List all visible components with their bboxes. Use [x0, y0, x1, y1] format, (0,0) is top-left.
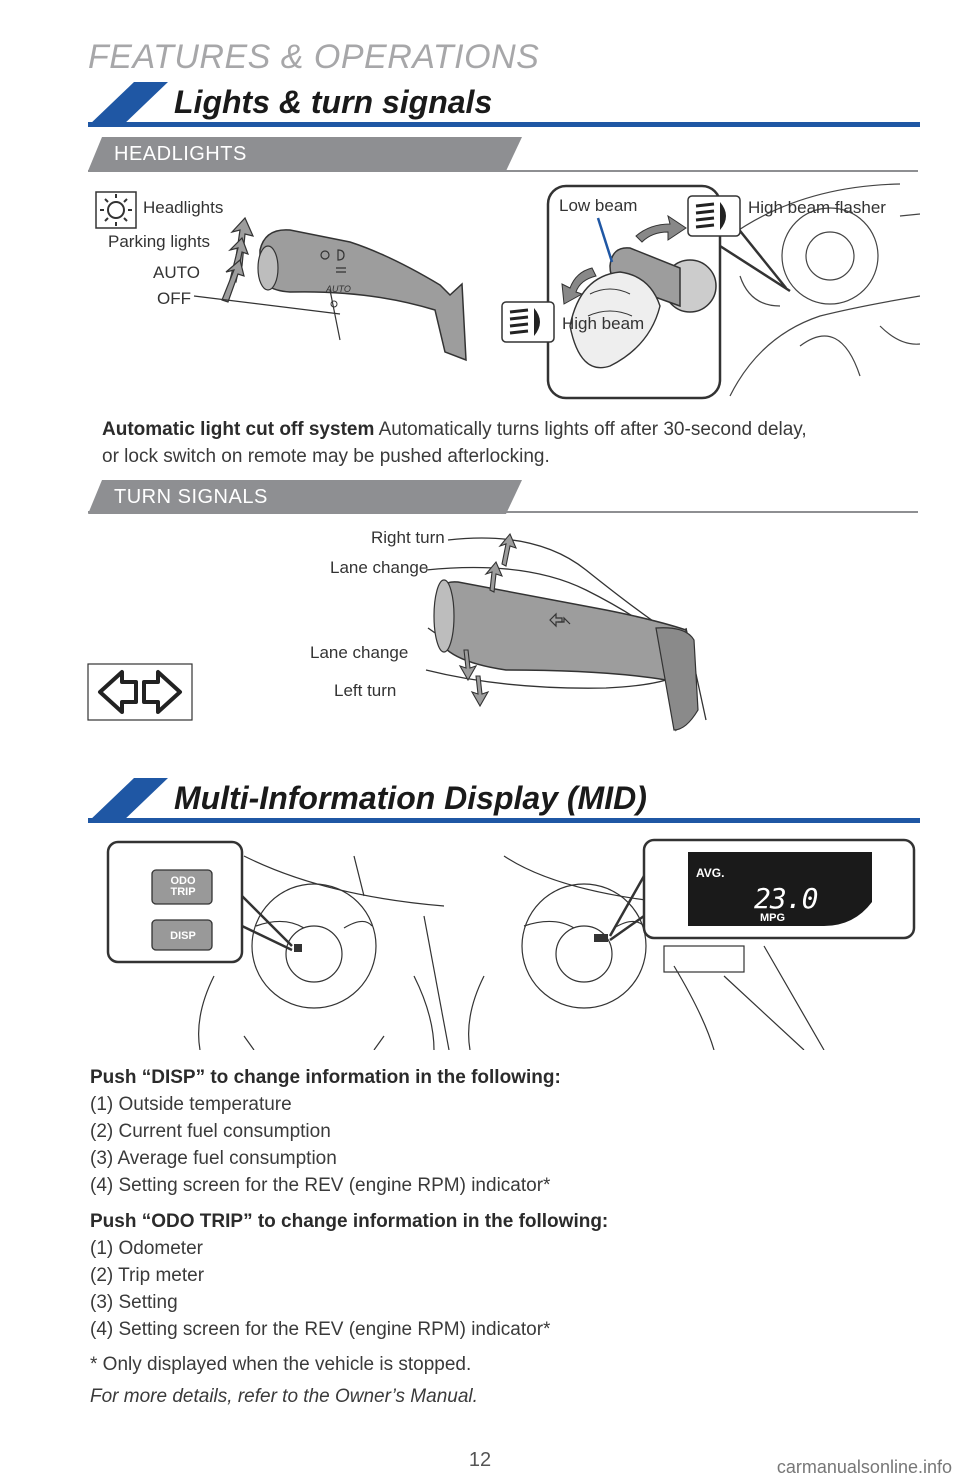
- disp-list: [90, 1064, 910, 1199]
- disp-button[interactable]: DISP: [170, 930, 196, 942]
- page-number: 12: [468, 1449, 492, 1471]
- list-item: (2) Trip meter: [90, 1265, 205, 1286]
- headlights-subbar: [88, 137, 918, 173]
- label-right-turn: Right turn: [371, 528, 445, 547]
- list-item: (4) Setting screen for the REV (engine RPM) indicator*: [90, 1175, 551, 1196]
- odo-label: ODO: [170, 875, 196, 887]
- auto-cutoff-note: [102, 416, 922, 470]
- turn-signals-subtitle: TURN SIGNALS: [114, 486, 268, 508]
- list-item: (1) Odometer: [90, 1238, 203, 1259]
- label-high-beam-flasher: High beam flasher: [748, 198, 886, 217]
- trip-label: TRIP: [170, 886, 196, 898]
- display-avg-label: AVG.: [696, 866, 725, 880]
- headlights-subtitle: HEADLIGHTS: [114, 143, 247, 165]
- turn-signals-subbar: [88, 480, 918, 516]
- lights-title-bar: [88, 82, 920, 128]
- auto-cutoff-text: Automatically turns lights off after 30-second delay,: [374, 419, 807, 440]
- turn-signal-illustration: [86, 520, 726, 740]
- odo-trip-button[interactable]: [154, 876, 212, 898]
- mid-title-bar: [88, 778, 920, 824]
- list-item: (1) Outside temperature: [90, 1094, 292, 1115]
- owners-manual-note: For more details, refer to the Owner’s Manual.: [90, 1386, 478, 1407]
- mid-title: Multi-Information Display (MID): [174, 780, 647, 816]
- label-high-beam: High beam: [562, 314, 645, 333]
- label-headlights: Headlights: [143, 198, 224, 217]
- label-lane-change-down: Lane change: [310, 643, 409, 662]
- auto-cutoff-title: Automatic light cut off system: [102, 419, 375, 440]
- svg-text:AUTO: AUTO: [326, 284, 351, 294]
- label-low-beam: Low beam: [559, 196, 638, 215]
- list-item: (3) Average fuel consumption: [90, 1148, 337, 1169]
- odo-list: [90, 1208, 910, 1343]
- list-item: (4) Setting screen for the REV (engine RPM) indicator*: [90, 1319, 551, 1340]
- label-lane-change-up: Lane change: [330, 558, 429, 577]
- odo-heading: Push “ODO TRIP” to change information in the following:: [90, 1211, 609, 1232]
- section-label: FEATURES & OPERATIONS: [88, 38, 540, 76]
- mid-illustration: [104, 836, 924, 1050]
- footnote: * Only displayed when the vehicle is stopped.: [90, 1354, 472, 1375]
- watermark: carmanualsonline.info: [776, 1457, 952, 1477]
- display-value: 23.0: [754, 882, 818, 915]
- auto-cutoff-text-2: or lock switch on remote may be pushed afterlocking.: [102, 446, 550, 467]
- label-parking-lights: Parking lights: [108, 232, 211, 251]
- lights-title: Lights & turn signals: [174, 84, 493, 120]
- display-unit: MPG: [760, 912, 786, 924]
- disp-heading: Push “DISP” to change information in the following:: [90, 1067, 561, 1088]
- list-item: (3) Setting: [90, 1292, 178, 1313]
- list-item: (2) Current fuel consumption: [90, 1121, 331, 1142]
- label-off: OFF: [157, 289, 191, 308]
- label-auto: AUTO: [153, 263, 200, 282]
- label-left-turn: Left turn: [334, 681, 397, 700]
